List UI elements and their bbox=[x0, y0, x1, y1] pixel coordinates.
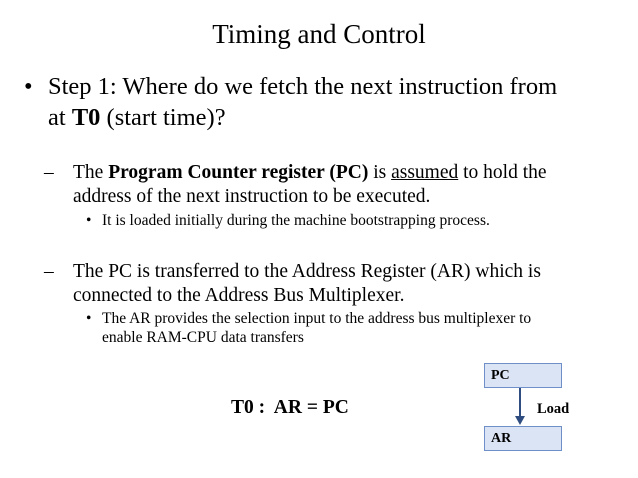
t0-bold-text: T0 bbox=[71, 104, 101, 131]
detail-ar-line2: enable RAM-CPU data transfers bbox=[102, 329, 304, 346]
load-label: Load bbox=[537, 401, 570, 417]
pc-register-box: PC bbox=[484, 363, 562, 388]
arrow-head bbox=[515, 416, 525, 425]
slide-title: Timing and Control bbox=[212, 19, 426, 49]
ar-register-box: AR bbox=[484, 426, 562, 451]
pc-bold-text: Program Counter register (PC) bbox=[108, 162, 369, 183]
sub-bullet-ar-line2: connected to the Address Bus Multiplexer. bbox=[73, 285, 405, 306]
bullet-marker: • bbox=[86, 212, 92, 229]
bullet-step1-line1: Step 1: Where do we fetch the next instruction from bbox=[48, 73, 558, 100]
dash-marker: – bbox=[44, 162, 54, 183]
text-segment: The bbox=[73, 162, 109, 183]
sub-bullet-ar-line1: The PC is transferred to the Address Register (AR) which is bbox=[73, 261, 541, 282]
text-segment: (start time)? bbox=[100, 104, 226, 131]
text-segment: is bbox=[368, 162, 392, 183]
detail-bootstrapping: It is loaded initially during the machine bootstrapping process. bbox=[102, 212, 490, 229]
text-segment: at bbox=[48, 104, 72, 131]
equation-t0: T0 : AR = PC bbox=[231, 397, 349, 418]
text-segment: to hold the bbox=[458, 162, 547, 183]
bullet-step1-line2 bbox=[48, 102, 226, 133]
sub-bullet-pc-line2: address of the next instruction to be executed. bbox=[73, 186, 431, 207]
assumed-underlined-text: assumed bbox=[391, 162, 459, 183]
sub-bullet-pc-line1 bbox=[73, 160, 547, 185]
dash-marker: – bbox=[44, 261, 54, 282]
bullet-marker: • bbox=[86, 310, 92, 327]
detail-ar-line1: The AR provides the selection input to the address bus multiplexer to bbox=[102, 310, 532, 327]
load-arrow-icon bbox=[512, 388, 528, 426]
bullet-marker: • bbox=[24, 73, 33, 100]
